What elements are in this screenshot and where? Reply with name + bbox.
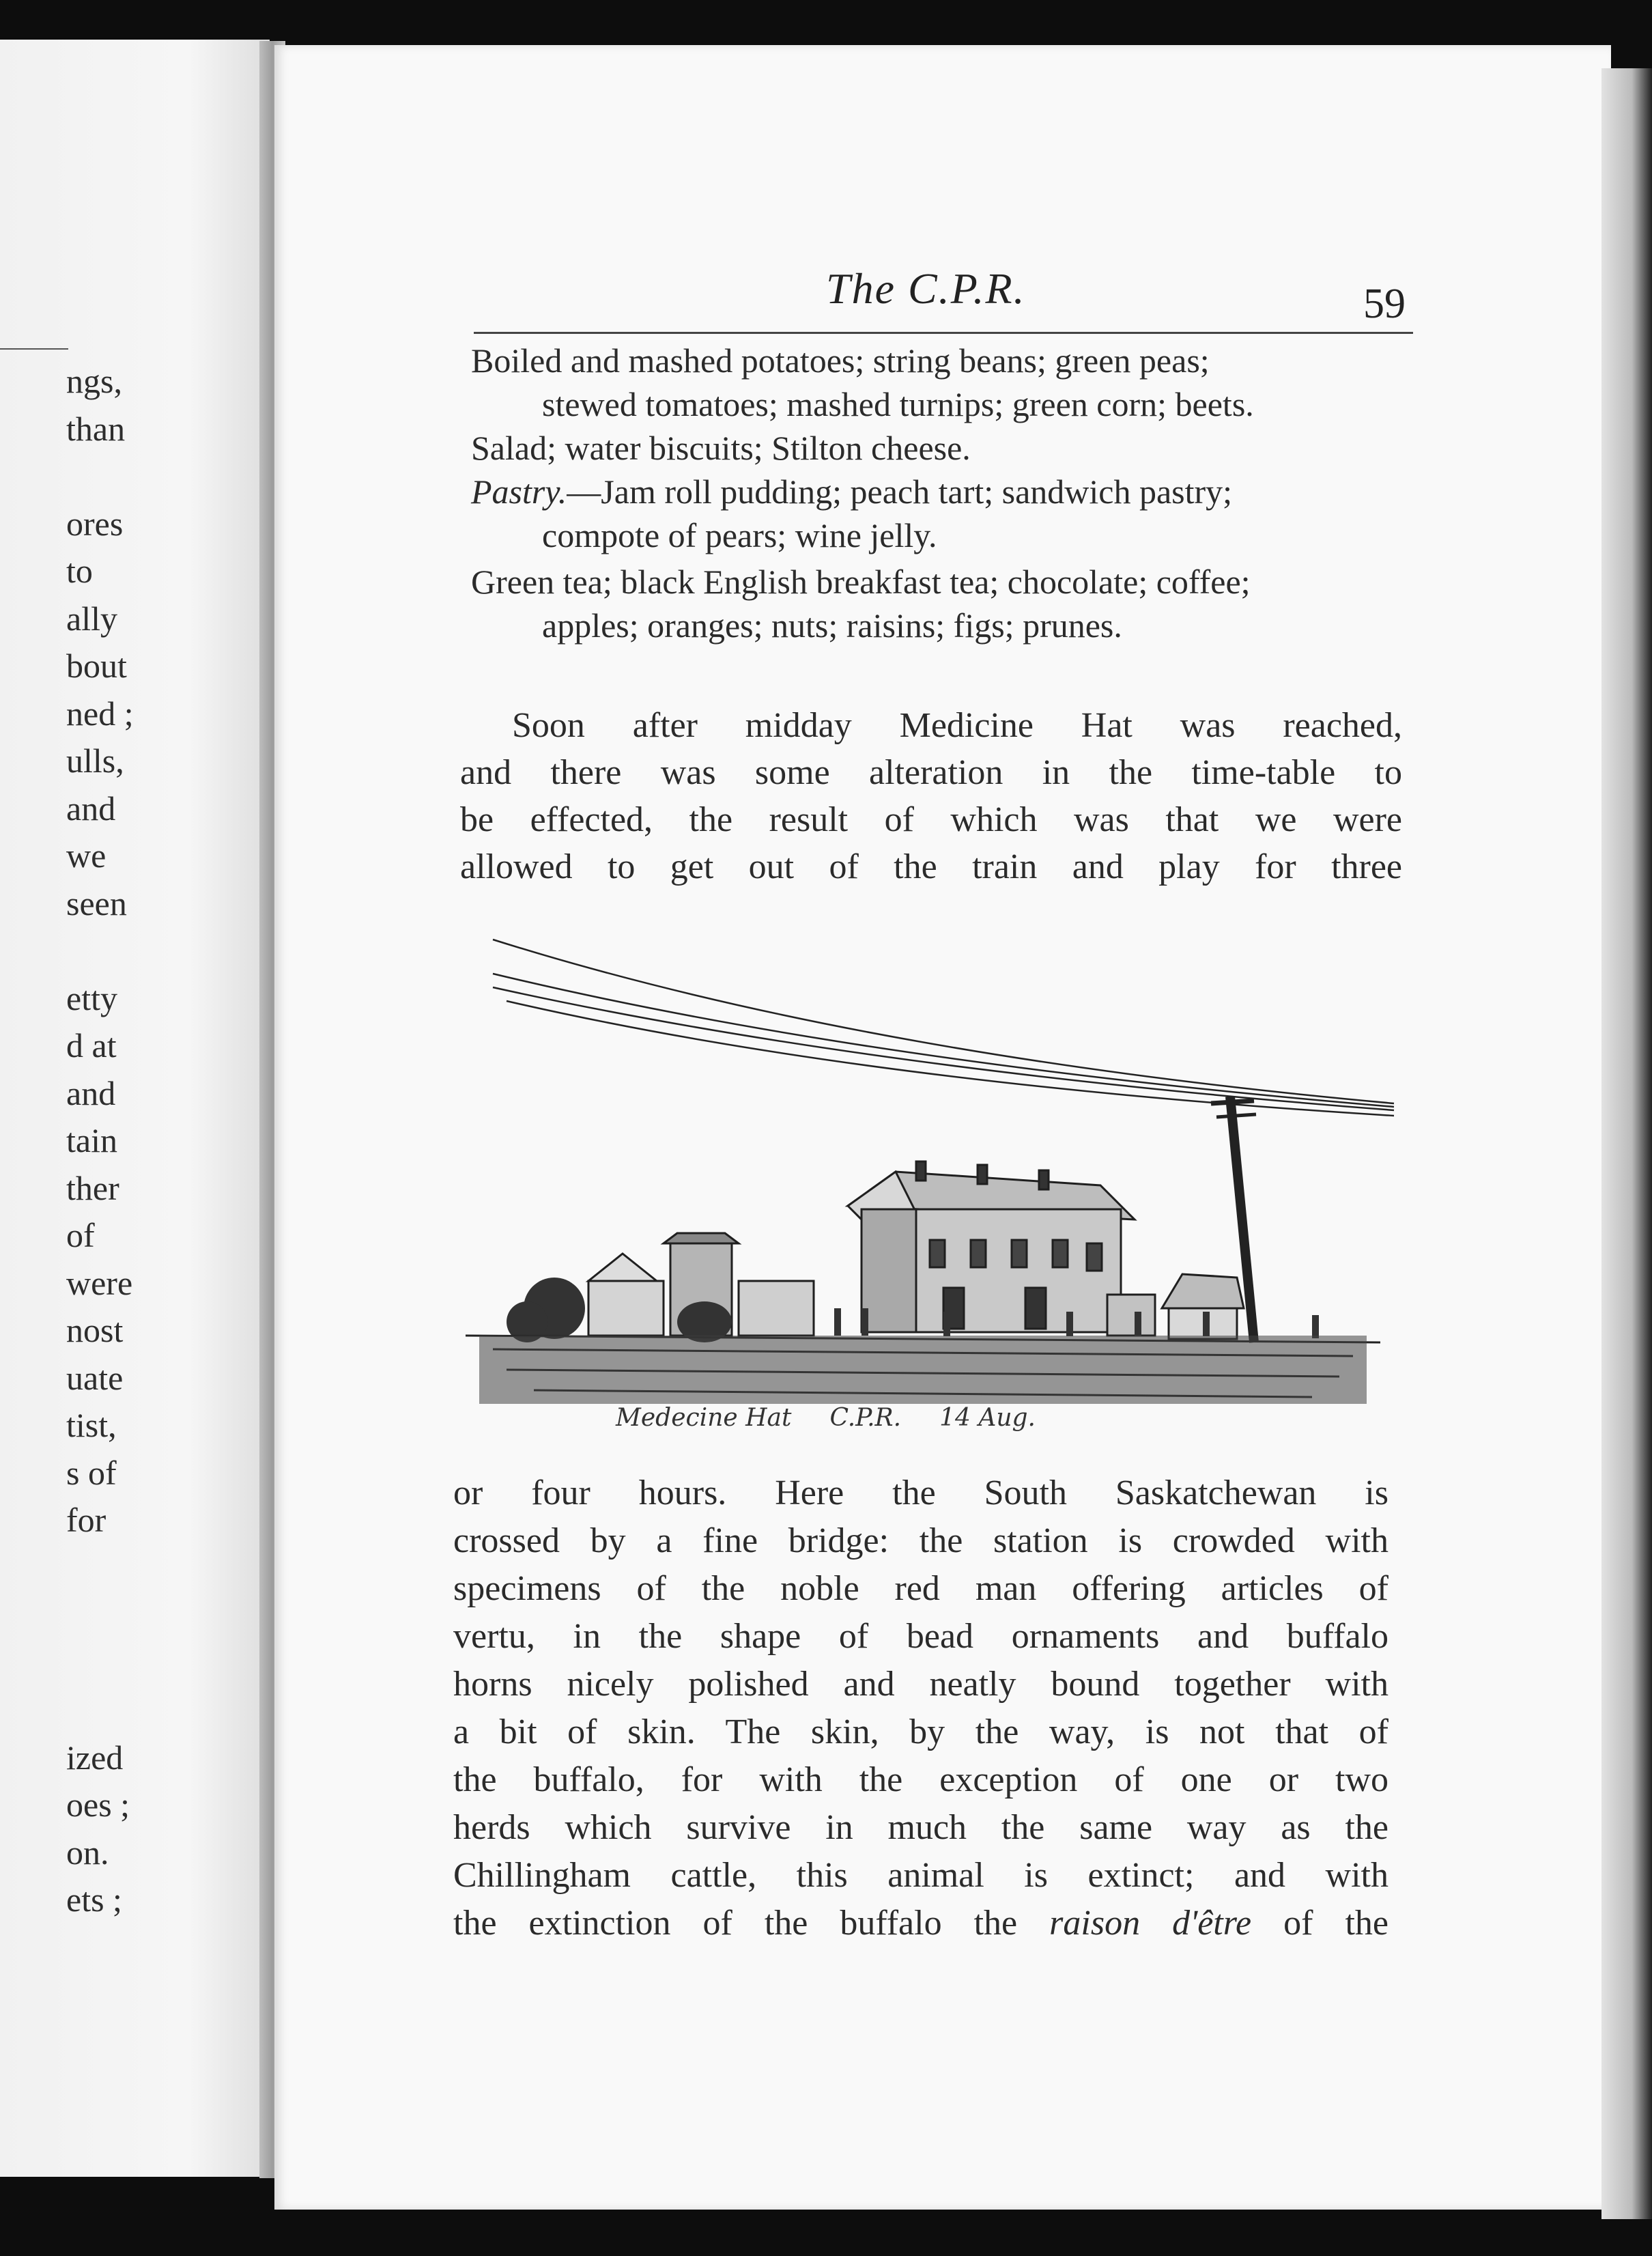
left-page-line-fragment: on. [66, 1833, 109, 1872]
running-head-title: The C.P.R. [826, 264, 1026, 313]
left-page-line-fragment: nost [66, 1311, 124, 1349]
medicine-hat-station-sketch [452, 899, 1408, 1431]
paragraph-saskatchewan [453, 1469, 1388, 1947]
caption-place: Medecine Hat [616, 1404, 792, 1432]
page-59 [274, 45, 1611, 2210]
text-line: the buffalo, for with the exception of one or two [453, 1760, 1388, 1799]
header-rule [474, 332, 1413, 334]
left-facing-page [0, 40, 270, 2177]
text-line: Chillingham cattle, this animal is extinct; and with [453, 1856, 1388, 1895]
menu-line: compote of pears; wine jelly. [542, 516, 937, 554]
left-page-line-fragment: than [66, 409, 126, 448]
left-page-line-fragment: uate [66, 1358, 124, 1397]
left-page-line-fragment: we [66, 836, 106, 875]
left-page-line-fragment: were [66, 1263, 133, 1302]
left-page-line-fragment: ally [66, 599, 117, 638]
raison-detre-phrase: raison d'être [1049, 1904, 1252, 1943]
left-page-line-fragment: seen [66, 884, 127, 922]
text-line: or four hours. Here the South Saskatchewan is [453, 1474, 1388, 1512]
left-page-line-fragment: ores [66, 504, 124, 543]
menu-line: apples; oranges; nuts; raisins; figs; prunes. [542, 606, 1122, 645]
caption-date: 14 Aug. [939, 1404, 1036, 1432]
pastry-items: —Jam roll pudding; peach tart; sandwich pastry; [567, 473, 1233, 511]
left-page-line-fragment: of [66, 1216, 95, 1254]
illustration-caption [616, 1404, 1094, 1432]
left-page-line-fragment: s of [66, 1453, 117, 1492]
text-line: vertu, in the shape of bead ornaments and buffalo [453, 1617, 1388, 1656]
paragraph-medicine-hat [460, 702, 1402, 890]
left-page-rule [0, 348, 68, 350]
text-line: herds which survive in much the same way as the [453, 1808, 1388, 1847]
text-line: Soon after midday Medicine Hat was reached, [512, 706, 1402, 745]
telegraph-wire [493, 940, 1394, 1103]
left-page-line-fragment: and [66, 789, 116, 828]
page-number: 59 [1363, 281, 1406, 327]
left-page-line-fragment: for [66, 1501, 106, 1539]
left-page-line-fragment: ulls, [66, 742, 124, 780]
left-page-line-fragment: d at [66, 1026, 117, 1064]
menu-line: Green tea; black English breakfast tea; chocolate; coffee; [471, 563, 1251, 601]
left-page-line-fragment: oes ; [66, 1786, 130, 1824]
left-page-line-fragment: ngs, [66, 362, 122, 400]
text-line: allowed to get out of the train and play for three [460, 847, 1402, 886]
pastry-label: Pastry. [471, 473, 567, 511]
left-page-line-fragment: etty [66, 978, 117, 1017]
menu-list [471, 339, 1427, 647]
left-page-line-fragment: bout [66, 647, 127, 685]
text-line: specimens of the noble red man offering articles of [453, 1569, 1388, 1608]
text-line: crossed by a fine bridge: the station is crowded with [453, 1521, 1388, 1560]
menu-line: Boiled and mashed potatoes; string beans; green peas; [471, 341, 1210, 380]
left-page-line-fragment: and [66, 1073, 116, 1112]
left-page-line-fragment: tist, [66, 1406, 117, 1444]
left-page-line-fragment: ned ; [66, 694, 134, 733]
left-page-line-fragment: to [66, 552, 93, 590]
menu-line: stewed tomatoes; mashed turnips; green corn; beets. [542, 385, 1254, 423]
left-page-line-fragment: ets ; [66, 1880, 122, 1919]
text-line: and there was some alteration in the time-table to [460, 753, 1402, 792]
left-page-line-fragment: tain [66, 1121, 117, 1159]
text-line: horns nicely polished and neatly bound together with [453, 1665, 1388, 1704]
caption-railway: C.P.R. [829, 1404, 902, 1432]
menu-line: Salad; water biscuits; Stilton cheese. [471, 429, 971, 467]
page-edge-shadow [1601, 68, 1652, 2219]
text-line-last: the extinction of the buffalo the raison d'être of the [453, 1904, 1388, 1943]
text-line: be effected, the result of which was that we were [460, 800, 1402, 839]
left-page-line-fragment: ized [66, 1738, 124, 1777]
text-line: a bit of skin. The skin, by the way, is not that of [453, 1712, 1388, 1751]
menu-line-pastry [471, 470, 1427, 513]
left-page-line-fragment: ther [66, 1168, 119, 1207]
